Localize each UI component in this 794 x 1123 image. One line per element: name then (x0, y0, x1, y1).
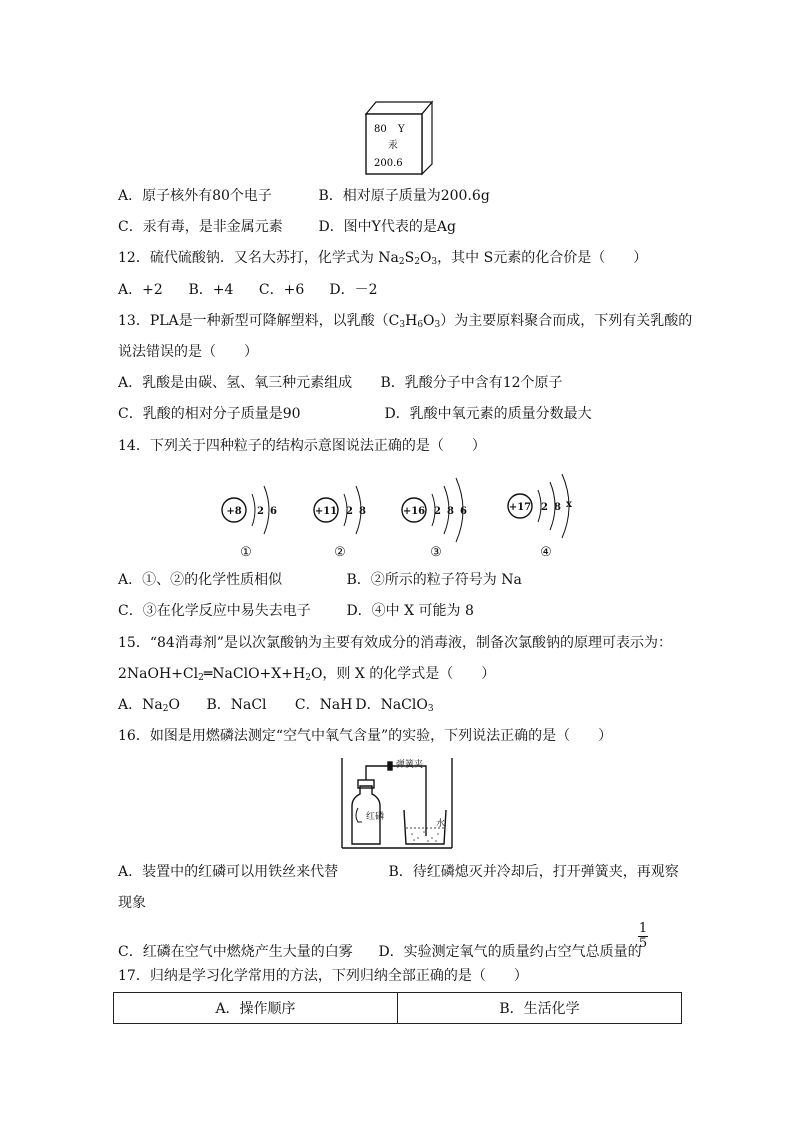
particle-2 (314, 486, 366, 560)
element-name: 汞 (388, 140, 398, 151)
q15-stem: 15．“84消毒剂”是以次氯酸钠为主要有效成分的消毒液，制备次氯酸钠的原理可表示为： (118, 635, 672, 651)
fraction-denominator: 5 (638, 936, 648, 951)
table-row (114, 993, 682, 1024)
q14-stem: 14．下列关于四种粒子的结构示意图说法正确的是（ ） (118, 438, 486, 454)
q16-options-row-1 (118, 862, 679, 882)
q14-options-row-1 (118, 570, 522, 590)
q15-option-c[interactable]: C．NaH (294, 697, 353, 713)
q14-options-row-2 (118, 601, 474, 621)
q16-option-c[interactable]: C．红磷在空气中燃烧产生大量的白雾 (118, 944, 353, 960)
particle-4-shell-1: 2 (541, 502, 548, 513)
q13-option-a[interactable]: A．乳酸是由碳、氢、氧三种元素组成 (118, 375, 353, 391)
q16-options-row-2 (118, 942, 642, 962)
particle-2-shell-1: 2 (346, 506, 353, 517)
q15-equation: $2NaOH+Cl_2═NaClO+X+H_2O$，则 X 的化学式是（ ） (118, 666, 496, 683)
element-mass: 200.6 (374, 158, 403, 169)
particle-diagrams (210, 470, 610, 562)
phosphorus-label: 红磷 (366, 812, 385, 822)
element-symbol: Y (398, 124, 405, 135)
particle-4-nucleus: +17 (508, 502, 532, 513)
q12-options (118, 280, 378, 300)
q16-option-b-cont: 现象 (118, 895, 146, 911)
particle-3-nucleus: +16 (402, 506, 426, 517)
water-label: 水 (436, 819, 446, 829)
particle-3-label: ③ (430, 545, 442, 560)
q13-option-c[interactable]: C．乳酸的相对分子质量是90 (118, 406, 301, 422)
q14-option-d[interactable]: D．④中 X 可能为 8 (346, 603, 474, 619)
particle-2-shell-2: 8 (359, 506, 366, 517)
q11-options-row-2 (118, 217, 456, 237)
q11-options-row-1 (118, 186, 490, 206)
q14-option-b[interactable]: B．②所示的粒子符号为 Na (346, 572, 522, 588)
q17-stem: 17．归纳是学习化学常用的方法，下列归纳全部正确的是（ ） (118, 968, 528, 984)
particle-3-shell-1: 2 (434, 506, 441, 517)
particle-3-shell-3: 6 (460, 506, 467, 517)
q15-option-d[interactable]: D．NaClO$_3$ (355, 697, 434, 714)
particle-1-shell-1: 2 (257, 506, 264, 517)
element-atomic-number: 80 (374, 124, 387, 135)
q16-stem: 16．如图是用燃磷法测定“空气中氧气含量”的实验，下列说法正确的是（ ） (118, 728, 613, 744)
q13-option-b[interactable]: B．乳酸分子中含有12个原子 (380, 375, 563, 391)
element-cell-figure (362, 98, 436, 178)
q13-options-row-2 (118, 404, 592, 424)
q15-option-b[interactable]: B．NaCl (206, 697, 267, 713)
q12-option-d[interactable]: D．－2 (329, 282, 378, 298)
phosphorus-apparatus-figure (340, 756, 456, 852)
q12-option-c[interactable]: C．+6 (258, 282, 305, 298)
q14-option-a[interactable]: A．①、②的化学性质相似 (118, 572, 283, 588)
particle-2-nucleus: +11 (314, 506, 338, 517)
q12-option-a[interactable]: A．+2 (118, 282, 163, 298)
q11-option-a[interactable]: A．原子核外有80个电子 (118, 188, 272, 204)
q17-table (113, 992, 682, 1024)
particle-4-shell-2: 8 (554, 502, 561, 513)
q13-option-d[interactable]: D．乳酸中氧元素的质量分数最大 (384, 406, 592, 422)
particle-1-label: ① (240, 545, 252, 560)
q16-option-b[interactable]: B．待红磷熄灭并冷却后，打开弹簧夹，再观察 (388, 864, 679, 880)
q15-option-a[interactable]: A．$Na_2O$ (118, 697, 180, 714)
particle-1-shell-2: 6 (270, 506, 277, 517)
q16-option-a[interactable]: A．装置中的红磷可以用铁丝来代替 (118, 864, 339, 880)
particle-4-label: ④ (540, 545, 552, 560)
q12-option-b[interactable]: B．+4 (188, 282, 234, 298)
q12-stem: 12．硫代硫酸钠．又名大苏打，化学式为 $Na_2S_2O_3$，其中 S元素的化合价是（ ） (118, 250, 648, 267)
q17-header-a: A．操作顺序 (114, 993, 398, 1024)
clip-label: 弹簧夹 (396, 760, 424, 770)
particle-4-shell-3: x (566, 499, 572, 510)
particle-3-shell-2: 8 (447, 506, 454, 517)
q16-option-d[interactable]: D．实验测定氧气的质量约占空气总质量的 (378, 944, 642, 960)
q11-option-d[interactable]: D．图中Y代表的是Ag (318, 219, 456, 235)
particle-3 (402, 478, 467, 560)
particle-1-nucleus: +8 (226, 506, 242, 517)
q11-option-c[interactable]: C．汞有毒，是非金属元素 (118, 219, 283, 235)
q13-options-row-1 (118, 373, 563, 393)
q14-option-c[interactable]: C．③在化学反应中易失去电子 (118, 603, 311, 619)
particle-2-label: ② (334, 545, 346, 560)
q11-option-b[interactable]: B．相对原子质量为200.6g (318, 188, 490, 204)
particle-4 (508, 474, 573, 560)
q16-fraction (638, 922, 648, 951)
fraction-numerator: 1 (638, 921, 648, 936)
q13-stem-2: 说法错误的是（ ） (118, 344, 258, 360)
q13-stem: 13．PLA是一种新型可降解塑料，以乳酸$(C_3H_6O_3)$为主要原料聚合而成，下列有关乳酸的 (118, 313, 693, 330)
particle-1 (222, 486, 277, 560)
q17-header-b: B．生活化学 (398, 993, 682, 1024)
q15-options (118, 695, 434, 719)
